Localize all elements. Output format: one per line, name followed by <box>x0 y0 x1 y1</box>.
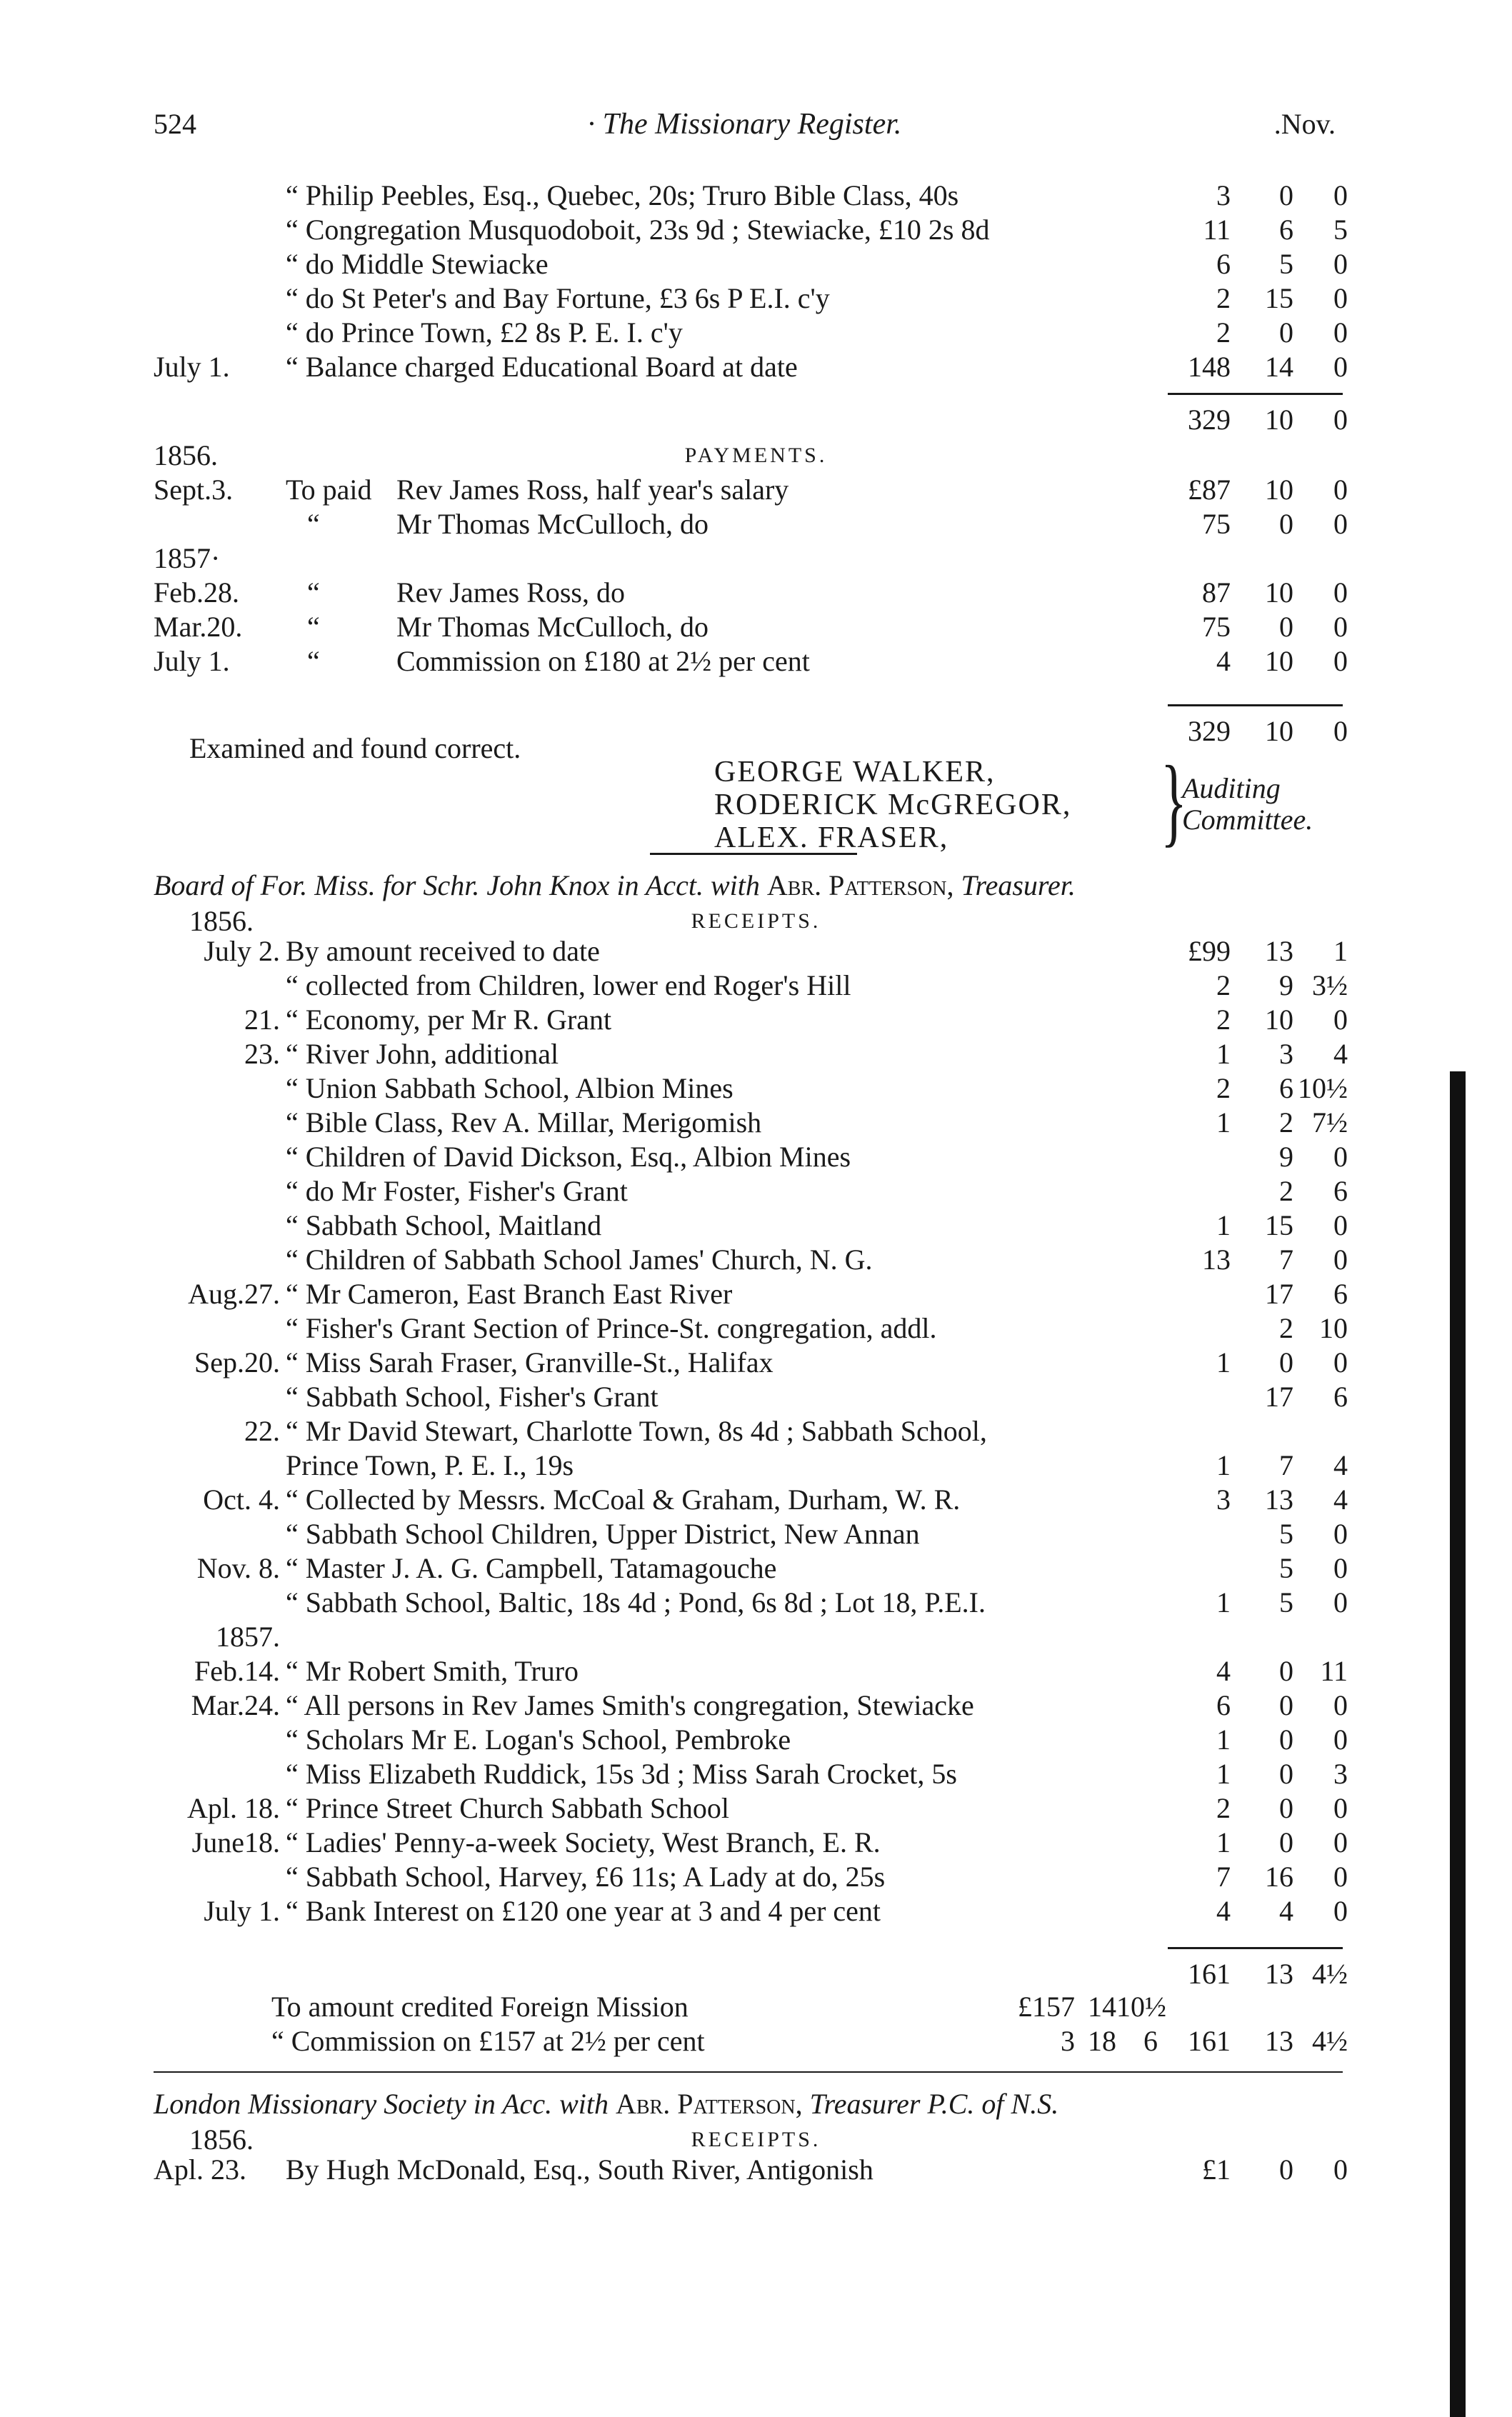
amount-pence: 0 <box>1333 1518 1348 1550</box>
amount-shillings: 0 <box>1279 611 1293 643</box>
entry-date: 23. <box>244 1038 280 1070</box>
account-title <box>0 869 1512 904</box>
amount-shillings: 13 <box>1265 1483 1293 1516</box>
receipt-row <box>0 1483 1512 1517</box>
year-label: 1856. <box>189 2123 254 2156</box>
amount-pounds: 2 <box>1216 282 1231 314</box>
amount-pence: 0 <box>1333 1723 1348 1756</box>
entry-description: By amount received to date <box>286 935 600 967</box>
entry-description: “ Children of Sabbath School James' Church, N. G. <box>286 1243 873 1276</box>
amount-pounds: 2 <box>1216 1792 1231 1824</box>
receipt-row <box>0 1757 1512 1791</box>
amount-pence: 0 <box>1333 611 1348 643</box>
amount-pence: 11 <box>1320 1655 1348 1687</box>
entry-description: “ Bank Interest on £120 one year at 3 and 4 per cent <box>286 1895 881 1927</box>
amount-pence: 0 <box>1333 2153 1348 2186</box>
year-label: 1857· <box>154 542 221 574</box>
running-title: · The Missionary Register. <box>587 108 902 141</box>
amount-pence: 0 <box>1333 351 1348 383</box>
entry-prefix: “ <box>307 611 320 643</box>
receipt-row <box>0 1277 1512 1311</box>
receipt-row <box>0 1448 1512 1483</box>
receipts-heading-row <box>0 2123 1512 2156</box>
receipt-row <box>0 1243 1512 1277</box>
amount-pence: 0 <box>1333 1586 1348 1618</box>
receipt-row <box>0 1654 1512 1688</box>
receipt-row <box>0 1414 1512 1448</box>
receipt-row <box>0 1620 1512 1654</box>
entry-description: “ do Mr Foster, Fisher's Grant <box>286 1175 628 1207</box>
entry-date: Sept.3. <box>154 474 234 506</box>
payment-row <box>0 576 1512 610</box>
amount-pence: 4 <box>1333 1038 1348 1070</box>
amount-shillings: 13 <box>1265 2025 1293 2057</box>
entry-description: “ Sabbath School Children, Upper District, New Annan <box>286 1518 920 1550</box>
amount-pence: 1 <box>1333 935 1348 967</box>
amount-pounds: 11 <box>1203 214 1231 246</box>
receipt-row <box>0 1826 1512 1860</box>
amount-shillings: 0 <box>1279 1346 1293 1378</box>
amount-pence: 4½ <box>1312 1958 1348 1990</box>
entry-description: “ Master J. A. G. Campbell, Tatamagouche <box>286 1552 777 1584</box>
committee-label: Auditing <box>1182 772 1281 804</box>
amount-shillings: 6 <box>1279 1072 1293 1104</box>
entry-description: “ Balance charged Educational Board at date <box>286 351 798 383</box>
receipt-row <box>0 1551 1512 1586</box>
entry-date: Apl. 18. <box>187 1792 280 1824</box>
entry-description: “ Sabbath School, Harvey, £6 11s; A Lady at do, 25s <box>286 1861 886 1893</box>
payments-heading: PAYMENTS. <box>684 444 828 467</box>
amount-pence: 0 <box>1333 1792 1348 1824</box>
entry-description: “ Philip Peebles, Esq., Quebec, 20s; Truro Bible Class, 40s <box>286 179 959 211</box>
entry-date: July 2. <box>204 935 280 967</box>
amount-shillings: 7 <box>1279 1243 1293 1276</box>
receipt-row <box>0 213 1512 247</box>
amount-shillings: 4 <box>1279 1895 1293 1927</box>
account-title-line <box>154 2087 1343 2121</box>
entry-description: “ Collected by Messrs. McCoal & Graham, Durham, W. R. <box>286 1483 961 1516</box>
amount-pence: 0 <box>1333 508 1348 540</box>
treasurer-role: Treasurer P.C. of N.S. <box>809 2088 1059 2120</box>
entry-description: “ do Prince Town, £2 8s P. E. I. c'y <box>286 316 683 349</box>
payment-row <box>0 507 1512 541</box>
amount-pence: 0 <box>1333 715 1348 747</box>
receipt-row <box>0 1003 1512 1037</box>
amount-pence: 0 <box>1333 282 1348 314</box>
amount-pounds: 1 <box>1216 1346 1231 1378</box>
amount-pounds: 2 <box>1216 1004 1231 1036</box>
amount-shillings: 5 <box>1279 1586 1293 1618</box>
amount-shillings: 17 <box>1265 1278 1293 1310</box>
entry-date: Feb.14. <box>194 1655 280 1687</box>
entry-date: Mar.24. <box>191 1689 280 1721</box>
treasurer-name: Abr. Patterson, <box>766 869 954 901</box>
audit-signatures <box>0 747 1512 854</box>
section-rule <box>650 853 857 855</box>
amount-shillings: 2 <box>1279 1175 1293 1207</box>
entry-description: Commission on £180 at 2½ per cent <box>396 645 810 677</box>
entry-description: “ do Middle Stewiacke <box>286 248 549 280</box>
signatory-name: RODERICK McGREGOR, <box>714 789 1072 821</box>
amount-pence: 0 <box>1333 474 1348 506</box>
entry-description: “ Sabbath School, Fisher's Grant <box>286 1381 659 1413</box>
ledger-body <box>0 179 1512 2187</box>
entry-description: “ Mr Cameron, East Branch East River <box>286 1278 733 1310</box>
entry-description: “ Scholars Mr E. Logan's School, Pembroke <box>286 1723 791 1756</box>
receipt-row <box>0 1174 1512 1208</box>
receipt-row <box>0 969 1512 1003</box>
total-row <box>0 714 1512 764</box>
amount-shillings: 0 <box>1279 1689 1293 1721</box>
amount-shillings: 15 <box>1265 282 1293 314</box>
amount-pence: 4 <box>1333 1483 1348 1516</box>
entry-description: To amount credited Foreign Mission <box>271 1991 689 2023</box>
entry-description: “ Congregation Musquodoboit, 23s 9d ; Stewiacke, £10 2s 8d <box>286 214 990 246</box>
amount-pence: 0 <box>1333 1004 1348 1036</box>
receipt-row <box>0 247 1512 281</box>
entry-date: Apl. 23. <box>154 2153 246 2186</box>
amount-pence: 10½ <box>1298 1072 1348 1104</box>
amount-pounds: 1 <box>1216 1449 1231 1481</box>
entry-description: “ Miss Elizabeth Ruddick, 15s 3d ; Miss Sarah Crocket, 5s <box>286 1758 957 1790</box>
entry-description: “ Economy, per Mr R. Grant <box>286 1004 612 1036</box>
entry-date: 21. <box>244 1004 280 1036</box>
amount-shillings: 10 <box>1265 1004 1293 1036</box>
section-divider <box>0 2058 1512 2087</box>
receipt-row <box>0 1791 1512 1826</box>
brace-icon: } <box>1161 746 1187 856</box>
subtotal-rule <box>0 384 1512 403</box>
receipt-row <box>0 1517 1512 1551</box>
entry-date: 1857. <box>216 1621 280 1653</box>
amount-pounds: 4 <box>1216 1895 1231 1927</box>
payment-row <box>0 644 1512 679</box>
receipt-row <box>0 934 1512 969</box>
section-rule <box>154 2071 1343 2073</box>
amount-shillings: 2 <box>1279 1312 1293 1344</box>
receipt-row <box>0 1688 1512 1723</box>
account-title-line <box>154 869 1343 903</box>
amount-pounds: £1 <box>1202 2153 1231 2186</box>
amount-shillings: 2 <box>1279 1106 1293 1139</box>
amount-pence: 0 <box>1333 404 1348 436</box>
receipt-row <box>0 1586 1512 1620</box>
amount-shillings: 10 <box>1265 474 1293 506</box>
amount-shillings: 0 <box>1279 1723 1293 1756</box>
amount-shillings: 9 <box>1279 1141 1293 1173</box>
receipts-heading-row <box>0 904 1512 937</box>
receipt-row <box>0 2153 1512 2187</box>
amount-pounds: 4 <box>1216 1655 1231 1687</box>
amount-pence: 7½ <box>1312 1106 1348 1139</box>
receipts-heading: RECEIPTS. <box>691 909 821 933</box>
page-number: 524 <box>154 108 196 140</box>
amount-pounds: 4 <box>1216 645 1231 677</box>
amount-pounds: £99 <box>1188 935 1231 967</box>
entry-prefix: “ <box>307 645 320 677</box>
amount-shillings: 3 <box>1279 1038 1293 1070</box>
amount-shillings: 10 <box>1265 645 1293 677</box>
month-label: .Nov. <box>1273 108 1336 140</box>
amount-pounds: 329 <box>1188 715 1231 747</box>
amount-pounds: 1 <box>1216 1106 1231 1139</box>
entry-description: “ Prince Street Church Sabbath School <box>286 1792 729 1824</box>
amount-pounds: 161 <box>1188 1958 1231 1990</box>
receipt-row <box>0 1346 1512 1380</box>
amount-pounds: 3 <box>1216 179 1231 211</box>
subtotal-rule <box>0 696 1512 714</box>
entry-description: Mr Thomas McCulloch, do <box>396 611 709 643</box>
amount-pence: 0 <box>1333 1689 1348 1721</box>
entry-description: By Hugh McDonald, Esq., South River, Antigonish <box>286 2153 873 2186</box>
amount-pence: 0 <box>1333 576 1348 609</box>
signatory-name: ALEX. FRASER, <box>714 821 949 854</box>
amount-pounds: 2 <box>1216 316 1231 349</box>
amount-pounds: 1 <box>1216 1038 1231 1070</box>
amount-shillings: 0 <box>1279 1792 1293 1824</box>
amount-pounds: 13 <box>1202 1243 1231 1276</box>
entry-date: July 1. <box>154 351 230 383</box>
amount-shillings: 0 <box>1279 316 1293 349</box>
receipt-row <box>0 1071 1512 1106</box>
amount-shillings: 0 <box>1279 1826 1293 1858</box>
amount-shillings: 5 <box>1279 248 1293 280</box>
entry-date: Mar.20. <box>154 611 243 643</box>
entry-date: Oct. 4. <box>203 1483 280 1516</box>
year-label: 1856. <box>154 439 218 471</box>
receipt-row <box>0 179 1512 213</box>
amount-pence: 0 <box>1333 248 1348 280</box>
entry-description: “ Miss Sarah Fraser, Granville-St., Halifax <box>286 1346 773 1378</box>
examined-note: Examined and found correct. <box>189 732 521 764</box>
amount-pounds: 87 <box>1202 576 1231 609</box>
amount-pence: 0 <box>1333 1209 1348 1241</box>
inner-shillings: 14 <box>1088 1991 1116 2023</box>
entry-description: “ River John, additional <box>286 1038 559 1070</box>
amount-pence: 0 <box>1333 1552 1348 1584</box>
amount-pence: 5 <box>1333 214 1348 246</box>
amount-pounds: 75 <box>1202 611 1231 643</box>
total-rule <box>1168 1947 1343 1949</box>
entry-description: Prince Town, P. E. I., 19s <box>286 1449 574 1481</box>
amount-pounds: 161 <box>1188 2025 1231 2057</box>
entry-description: “ Fisher's Grant Section of Prince-St. congregation, addl. <box>286 1312 937 1344</box>
amount-pence: 6 <box>1333 1381 1348 1413</box>
receipts-heading: RECEIPTS. <box>691 2128 821 2151</box>
amount-pounds: 1 <box>1216 1586 1231 1618</box>
entry-date: 22. <box>244 1415 280 1447</box>
amount-shillings: 7 <box>1279 1449 1293 1481</box>
entry-description: Rev James Ross, do <box>396 576 625 609</box>
payment-row <box>0 610 1512 644</box>
inner-pounds: 3 <box>1061 2025 1075 2057</box>
amount-pounds: 7 <box>1216 1861 1231 1893</box>
entry-description: “ Children of David Dickson, Esq., Albion Mines <box>286 1141 851 1173</box>
payments-heading-row <box>0 439 1512 473</box>
amount-pounds: 2 <box>1216 969 1231 1001</box>
entry-description: Rev James Ross, half year's salary <box>396 474 789 506</box>
total-rule <box>1168 393 1343 395</box>
receipt-row <box>0 1106 1512 1140</box>
inner-pence: 10½ <box>1116 1991 1166 2023</box>
entry-date: Nov. 8. <box>196 1552 280 1584</box>
treasurer-name: Abr. Patterson, <box>615 2088 803 2120</box>
amount-pence: 6 <box>1333 1175 1348 1207</box>
year-label: 1856. <box>189 905 254 937</box>
amount-shillings: 0 <box>1279 2153 1293 2186</box>
entry-date: Sep.20. <box>194 1346 280 1378</box>
amount-shillings: 13 <box>1265 935 1293 967</box>
amount-shillings: 14 <box>1265 351 1293 383</box>
receipt-row <box>0 1208 1512 1243</box>
entry-description: “ collected from Children, lower end Roger's Hill <box>286 969 851 1001</box>
amount-pence: 0 <box>1333 179 1348 211</box>
entry-date: Aug.27. <box>188 1278 280 1310</box>
amount-pence: 6 <box>1333 1278 1348 1310</box>
inner-pounds: £157 <box>1018 1991 1075 2023</box>
receipt-row <box>0 1140 1512 1174</box>
amount-shillings: 16 <box>1265 1861 1293 1893</box>
inner-shillings: 18 <box>1088 2025 1116 2057</box>
receipt-row <box>0 1894 1512 1928</box>
amount-pounds: 148 <box>1188 351 1231 383</box>
entry-description: “ Commission on £157 at 2½ per cent <box>271 2025 705 2057</box>
entry-date: Feb.28. <box>154 576 239 609</box>
amount-pence: 4½ <box>1312 2025 1348 2057</box>
total-rule <box>1168 704 1343 706</box>
amount-pence: 0 <box>1333 1826 1348 1858</box>
committee-label: Committee. <box>1182 804 1313 836</box>
entry-description: “ do St Peter's and Bay Fortune, £3 6s P E.I. c'y <box>286 282 830 314</box>
amount-shillings: 13 <box>1265 1958 1293 1990</box>
amount-pence: 3 <box>1333 1758 1348 1790</box>
amount-pence: 0 <box>1333 1243 1348 1276</box>
amount-pounds: 6 <box>1216 248 1231 280</box>
payment-row <box>0 473 1512 507</box>
amount-pence: 10 <box>1319 1312 1348 1344</box>
amount-shillings: 5 <box>1279 1552 1293 1584</box>
inner-pence: 6 <box>1143 2025 1158 2057</box>
receipt-row <box>0 1380 1512 1414</box>
amount-shillings: 0 <box>1279 179 1293 211</box>
amount-pounds: 3 <box>1216 1483 1231 1516</box>
amount-pounds: £87 <box>1188 474 1231 506</box>
receipt-row <box>0 316 1512 350</box>
entry-description: Mr Thomas McCulloch, do <box>396 508 709 540</box>
receipt-row <box>0 1037 1512 1071</box>
amount-shillings: 0 <box>1279 1655 1293 1687</box>
amount-shillings: 6 <box>1279 214 1293 246</box>
entry-date: June18. <box>191 1826 280 1858</box>
entry-description: “ Sabbath School, Maitland <box>286 1209 602 1241</box>
entry-prefix: “ <box>307 508 320 540</box>
amount-pence: 0 <box>1333 316 1348 349</box>
amount-shillings: 9 <box>1279 969 1293 1001</box>
receipt-row <box>0 1723 1512 1757</box>
amount-pounds: 1 <box>1216 1826 1231 1858</box>
credit-row <box>0 1990 1512 2024</box>
entry-description: “ Sabbath School, Baltic, 18s 4d ; Pond, 6s 8d ; Lot 18, P.E.I. <box>286 1586 986 1618</box>
subtotal-rule <box>0 1938 1512 1957</box>
amount-pounds: 1 <box>1216 1758 1231 1790</box>
receipt-row <box>0 1311 1512 1346</box>
entry-description: “ All persons in Rev James Smith's congregation, Stewiacke <box>286 1689 974 1721</box>
page-header <box>154 107 1336 157</box>
amount-shillings: 0 <box>1279 508 1293 540</box>
amount-pence: 0 <box>1333 1861 1348 1893</box>
entry-prefix: To paid <box>286 474 372 506</box>
amount-pence: 3½ <box>1312 969 1348 1001</box>
amount-pounds: 75 <box>1202 508 1231 540</box>
treasurer-role: Treasurer. <box>961 869 1076 901</box>
amount-shillings: 10 <box>1265 576 1293 609</box>
amount-shillings: 17 <box>1265 1381 1293 1413</box>
scan-edge-shadow <box>1450 1071 1466 2417</box>
signatory-name: GEORGE WALKER, <box>714 756 996 789</box>
amount-pounds: 1 <box>1216 1209 1231 1241</box>
amount-pence: 4 <box>1333 1449 1348 1481</box>
total-row <box>0 403 1512 439</box>
entry-description: “ Bible Class, Rev A. Millar, Merigomish <box>286 1106 762 1139</box>
amount-shillings: 10 <box>1265 715 1293 747</box>
account-title-text: London Missionary Society in Acc. with <box>154 2088 609 2120</box>
receipt-row <box>0 350 1512 384</box>
account-title <box>0 2087 1512 2123</box>
entry-description: “ Ladies' Penny-a-week Society, West Branch, E. R. <box>286 1826 881 1858</box>
amount-pounds: 6 <box>1216 1689 1231 1721</box>
amount-pence: 0 <box>1333 1141 1348 1173</box>
account-title-text: Board of For. Miss. for Schr. John Knox in Acct. with <box>154 869 760 901</box>
receipt-row <box>0 1860 1512 1894</box>
year-row <box>0 541 1512 576</box>
entry-date: July 1. <box>154 645 230 677</box>
entry-description: “ Mr Robert Smith, Truro <box>286 1655 579 1687</box>
amount-shillings: 0 <box>1279 1758 1293 1790</box>
amount-pounds: 1 <box>1216 1723 1231 1756</box>
receipt-row <box>0 281 1512 316</box>
entry-date: July 1. <box>204 1895 280 1927</box>
amount-pounds: 329 <box>1188 404 1231 436</box>
entry-prefix: “ <box>307 576 320 609</box>
amount-pence: 0 <box>1333 1346 1348 1378</box>
amount-shillings: 10 <box>1265 404 1293 436</box>
amount-pounds: 2 <box>1216 1072 1231 1104</box>
amount-pence: 0 <box>1333 1895 1348 1927</box>
credit-row <box>0 2024 1512 2058</box>
amount-pence: 0 <box>1333 645 1348 677</box>
total-row <box>0 1957 1512 1990</box>
amount-shillings: 15 <box>1265 1209 1293 1241</box>
entry-description: “ Mr David Stewart, Charlotte Town, 8s 4d ; Sabbath School, <box>286 1415 987 1447</box>
entry-description: “ Union Sabbath School, Albion Mines <box>286 1072 734 1104</box>
amount-shillings: 5 <box>1279 1518 1293 1550</box>
